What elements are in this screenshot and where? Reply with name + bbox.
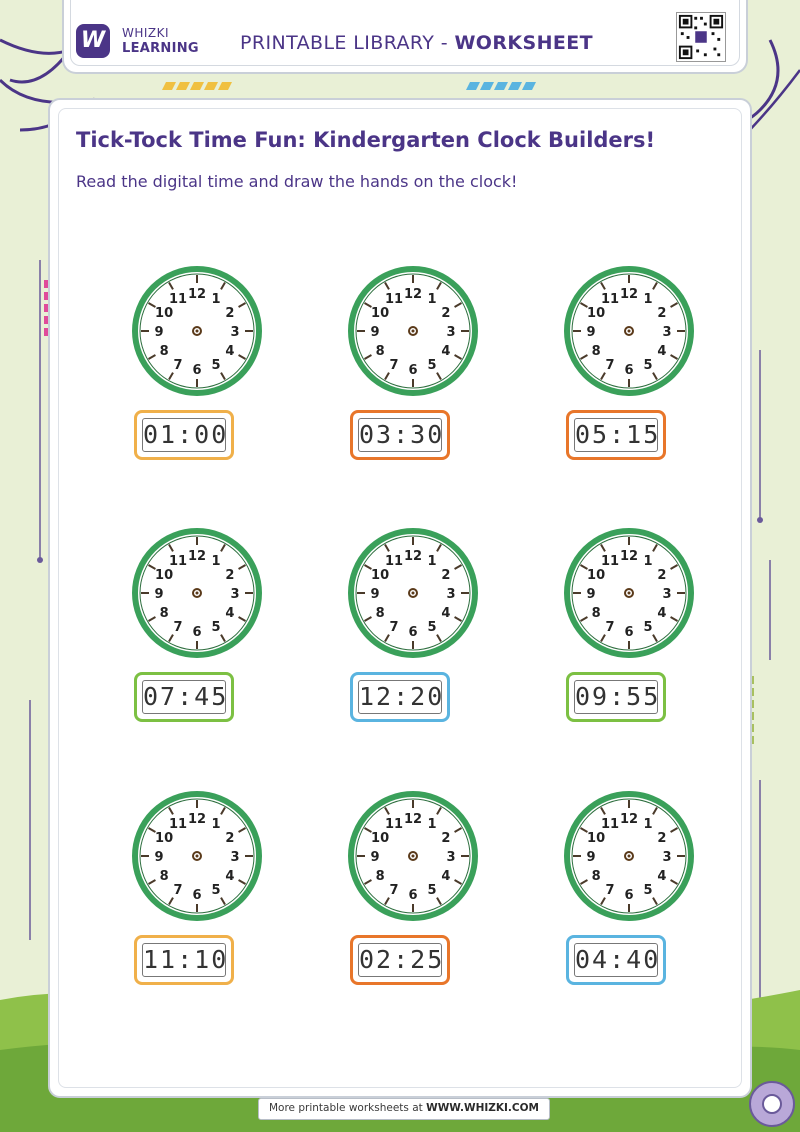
clock-number: 4 bbox=[657, 869, 667, 884]
clock-number: 4 bbox=[225, 606, 235, 621]
clock-item bbox=[332, 789, 492, 999]
clock-number: 4 bbox=[441, 606, 451, 621]
header-title bbox=[240, 32, 593, 54]
clock-number: 2 bbox=[657, 568, 667, 583]
clock-number: 7 bbox=[173, 619, 183, 635]
digital-time-display bbox=[134, 935, 234, 985]
digital-time-display bbox=[350, 672, 450, 722]
digital-time-text: 03:30 bbox=[358, 418, 442, 452]
footer-text: More printable worksheets at bbox=[268, 1102, 427, 1114]
clock-number: 5 bbox=[643, 619, 653, 635]
clock-number: 11 bbox=[600, 817, 620, 833]
clock-number: 1 bbox=[211, 817, 221, 833]
clock-number: 12 bbox=[187, 549, 207, 564]
digital-time-display bbox=[566, 935, 666, 985]
clock-number: 6 bbox=[624, 363, 634, 378]
clock-number: 12 bbox=[619, 287, 639, 302]
clock-number: 3 bbox=[230, 850, 240, 865]
clock-number: 11 bbox=[384, 817, 404, 833]
clock-number: 11 bbox=[168, 554, 188, 570]
clock-number: 5 bbox=[643, 357, 653, 373]
clock-number: 1 bbox=[427, 554, 437, 570]
clock-number: 4 bbox=[225, 869, 235, 884]
clock-number: 1 bbox=[643, 292, 653, 308]
clock-number: 10 bbox=[155, 306, 174, 321]
clock-number: 11 bbox=[168, 817, 188, 833]
clock-number: 1 bbox=[427, 817, 437, 833]
clock-number: 10 bbox=[587, 306, 606, 321]
clock-number: 7 bbox=[389, 882, 399, 898]
clock-item bbox=[332, 264, 492, 474]
clock-number: 4 bbox=[225, 344, 235, 359]
clock-item bbox=[548, 264, 708, 474]
clock-number: 3 bbox=[662, 587, 672, 602]
analog-clock-face[interactable] bbox=[562, 264, 696, 398]
clock-number: 9 bbox=[370, 587, 380, 602]
clock-number: 4 bbox=[441, 869, 451, 884]
clock-number: 1 bbox=[643, 554, 653, 570]
clock-item bbox=[548, 789, 708, 999]
clock-number: 8 bbox=[375, 606, 385, 621]
clock-item bbox=[116, 526, 276, 736]
clock-number: 5 bbox=[211, 619, 221, 635]
digital-time-display bbox=[350, 935, 450, 985]
clock-number: 1 bbox=[211, 554, 221, 570]
clock-number: 10 bbox=[587, 568, 606, 583]
clock-number: 10 bbox=[371, 568, 390, 583]
clock-number: 8 bbox=[375, 869, 385, 884]
footer-banner bbox=[258, 1098, 550, 1120]
analog-clock-face[interactable] bbox=[346, 526, 480, 660]
clock-number: 8 bbox=[159, 606, 169, 621]
clock-number: 3 bbox=[230, 325, 240, 340]
clock-number: 11 bbox=[384, 554, 404, 570]
clock-number: 3 bbox=[446, 850, 456, 865]
clock-number: 8 bbox=[159, 344, 169, 359]
clock-item bbox=[332, 526, 492, 736]
clock-number: 12 bbox=[403, 549, 423, 564]
brand-name-bottom: LEARNING bbox=[122, 41, 199, 56]
digital-time-text: 11:10 bbox=[142, 943, 226, 977]
clock-number: 7 bbox=[173, 357, 183, 373]
worksheet-instruction: Read the digital time and draw the hands on the clock! bbox=[76, 172, 518, 191]
clock-number: 1 bbox=[643, 817, 653, 833]
clock-number: 6 bbox=[624, 888, 634, 903]
clock-number: 10 bbox=[371, 831, 390, 846]
clock-number: 5 bbox=[211, 882, 221, 898]
digital-time-text: 04:40 bbox=[574, 943, 658, 977]
clock-number: 8 bbox=[591, 344, 601, 359]
digital-time-display bbox=[566, 410, 666, 460]
clock-number: 2 bbox=[657, 831, 667, 846]
whizki-logo-icon: W bbox=[76, 24, 110, 58]
clock-item bbox=[116, 264, 276, 474]
clock-number: 1 bbox=[211, 292, 221, 308]
clock-number: 6 bbox=[408, 888, 418, 903]
clock-number: 5 bbox=[427, 357, 437, 373]
clock-number: 4 bbox=[657, 344, 667, 359]
clock-number: 12 bbox=[619, 549, 639, 564]
digital-time-text: 12:20 bbox=[358, 680, 442, 714]
clock-number: 2 bbox=[225, 568, 235, 583]
clock-number: 8 bbox=[375, 344, 385, 359]
clock-number: 5 bbox=[427, 619, 437, 635]
clock-number: 5 bbox=[427, 882, 437, 898]
clock-number: 10 bbox=[371, 306, 390, 321]
clock-number: 2 bbox=[441, 568, 451, 583]
clock-number: 9 bbox=[586, 850, 596, 865]
clock-item bbox=[116, 789, 276, 999]
clock-number: 7 bbox=[389, 357, 399, 373]
clock-number: 2 bbox=[441, 831, 451, 846]
clock-number: 5 bbox=[643, 882, 653, 898]
digital-time-display bbox=[350, 410, 450, 460]
clock-number: 11 bbox=[384, 292, 404, 308]
clock-number: 12 bbox=[403, 812, 423, 827]
clock-number: 2 bbox=[441, 306, 451, 321]
clock-number: 10 bbox=[155, 831, 174, 846]
clock-number: 7 bbox=[605, 357, 615, 373]
clock-number: 10 bbox=[587, 831, 606, 846]
clock-number: 8 bbox=[591, 869, 601, 884]
clock-number: 8 bbox=[591, 606, 601, 621]
digital-time-text: 02:25 bbox=[358, 943, 442, 977]
clock-number: 7 bbox=[389, 619, 399, 635]
clock-number: 3 bbox=[662, 325, 672, 340]
qr-code-icon bbox=[676, 12, 726, 62]
clock-number: 10 bbox=[155, 568, 174, 583]
clock-number: 6 bbox=[408, 625, 418, 640]
clock-number: 6 bbox=[192, 363, 202, 378]
analog-clock-face[interactable] bbox=[346, 264, 480, 398]
digital-time-text: 05:15 bbox=[574, 418, 658, 452]
digital-time-text: 07:45 bbox=[142, 680, 226, 714]
clock-number: 2 bbox=[225, 831, 235, 846]
analog-clock-face[interactable] bbox=[130, 789, 264, 923]
clock-number: 3 bbox=[230, 587, 240, 602]
clock-number: 9 bbox=[154, 850, 164, 865]
clock-item bbox=[548, 526, 708, 736]
clock-number: 5 bbox=[211, 357, 221, 373]
footer-link[interactable]: WWW.WHIZKI.COM bbox=[426, 1102, 539, 1114]
clock-number: 11 bbox=[600, 554, 620, 570]
clock-number: 4 bbox=[441, 344, 451, 359]
clock-number: 9 bbox=[154, 587, 164, 602]
digital-time-display bbox=[134, 410, 234, 460]
clock-number: 9 bbox=[586, 325, 596, 340]
header-title-bold: WORKSHEET bbox=[454, 32, 594, 54]
clock-number: 1 bbox=[427, 292, 437, 308]
brand-name-top: WHIZKI bbox=[122, 26, 170, 40]
clock-number: 7 bbox=[605, 619, 615, 635]
analog-clock-face[interactable] bbox=[346, 789, 480, 923]
clock-number: 3 bbox=[446, 325, 456, 340]
clock-number: 12 bbox=[619, 812, 639, 827]
digital-time-display bbox=[134, 672, 234, 722]
gear-icon bbox=[750, 1082, 794, 1126]
clock-number: 11 bbox=[600, 292, 620, 308]
clock-number: 12 bbox=[187, 812, 207, 827]
header-title-prefix: PRINTABLE LIBRARY - bbox=[240, 32, 455, 54]
digital-time-text: 01:00 bbox=[142, 418, 226, 452]
clock-number: 9 bbox=[586, 587, 596, 602]
digital-time-text: 09:55 bbox=[574, 680, 658, 714]
clock-number: 9 bbox=[154, 325, 164, 340]
clock-number: 9 bbox=[370, 850, 380, 865]
digital-time-display bbox=[566, 672, 666, 722]
analog-clock-face[interactable] bbox=[562, 789, 696, 923]
clock-number: 7 bbox=[173, 882, 183, 898]
clock-number: 8 bbox=[159, 869, 169, 884]
header-stripes-decoration bbox=[162, 82, 536, 90]
clock-number: 3 bbox=[662, 850, 672, 865]
clock-number: 6 bbox=[192, 625, 202, 640]
clock-number: 2 bbox=[657, 306, 667, 321]
clock-number: 2 bbox=[225, 306, 235, 321]
clock-number: 4 bbox=[657, 606, 667, 621]
clock-number: 3 bbox=[446, 587, 456, 602]
clock-number: 6 bbox=[624, 625, 634, 640]
clock-number: 11 bbox=[168, 292, 188, 308]
clock-number: 7 bbox=[605, 882, 615, 898]
analog-clock-face[interactable] bbox=[562, 526, 696, 660]
worksheet-title: Tick-Tock Time Fun: Kindergarten Clock Builders! bbox=[76, 128, 656, 152]
clock-number: 12 bbox=[187, 287, 207, 302]
analog-clock-face[interactable] bbox=[130, 526, 264, 660]
clock-number: 6 bbox=[192, 888, 202, 903]
clock-number: 12 bbox=[403, 287, 423, 302]
clock-number: 6 bbox=[408, 363, 418, 378]
clock-number: 9 bbox=[370, 325, 380, 340]
analog-clock-face[interactable] bbox=[130, 264, 264, 398]
